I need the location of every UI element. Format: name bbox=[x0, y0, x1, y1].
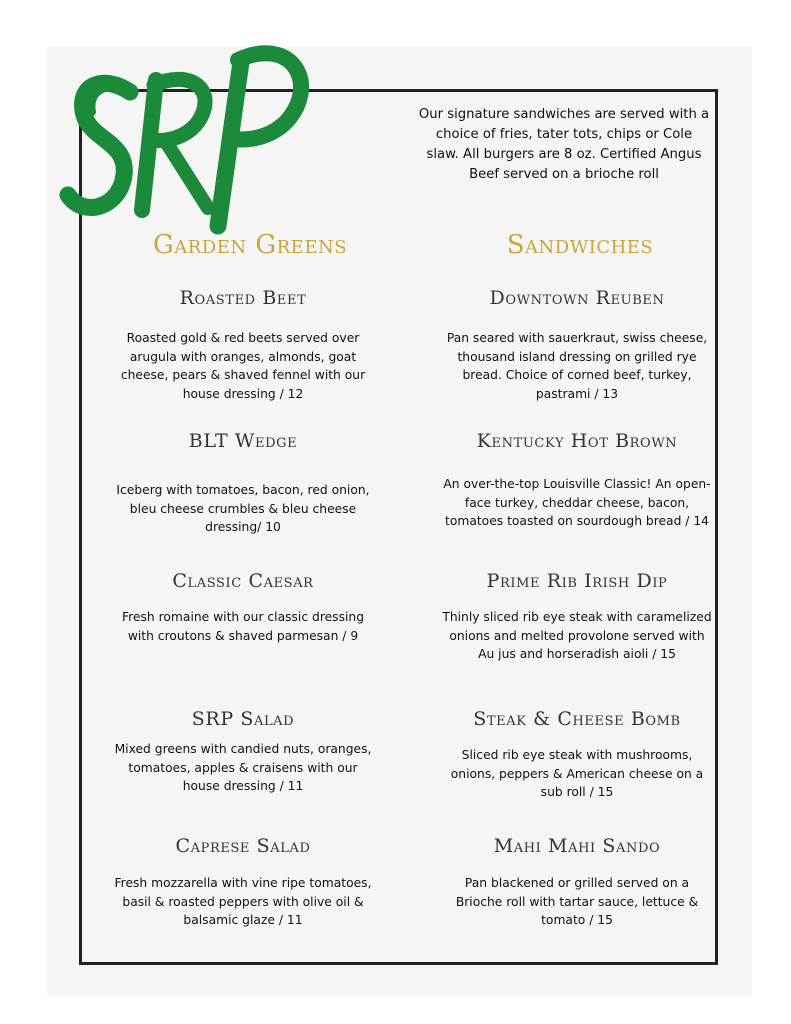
item-desc-caprese-salad: Fresh mozzarella with vine ripe tomatoes, basil & roasted peppers with olive oil & balsamic glaze / 11 bbox=[114, 876, 372, 927]
item-name-kentucky-hot-brown: Kentucky Hot Brown bbox=[476, 430, 678, 452]
item-desc-kentucky-hot-brown: An over-the-top Louisville Classic! An open-face turkey, cheddar cheese, bacon, tomatoes toasted on sourdough bread / 14 bbox=[443, 477, 711, 528]
item-desc-steak-cheese-bomb: Sliced rib eye steak with mushrooms, onions, peppers & American cheese on a sub roll / 15 bbox=[450, 748, 704, 799]
item-name-prime-rib-irish-dip: Prime Rib Irish Dip bbox=[486, 570, 668, 592]
section-title-sandwiches: Sandwiches bbox=[506, 230, 654, 260]
item-desc-downtown-reuben: Pan seared with sauerkraut, swiss cheese, thousand island dressing on grilled rye bread. Choice of corned beef, turkey, pastrami / 13 bbox=[446, 331, 708, 401]
item-name-steak-cheese-bomb: Steak & Cheese Bomb bbox=[473, 708, 681, 730]
item-name-roasted-beet: Roasted Beet bbox=[179, 287, 307, 309]
srp-logo bbox=[58, 30, 318, 240]
item-name-classic-caesar: Classic Caesar bbox=[172, 570, 314, 592]
item-name-mahi-mahi-sando: Mahi Mahi Sando bbox=[493, 835, 661, 857]
item-name-downtown-reuben: Downtown Reuben bbox=[489, 287, 665, 309]
item-name-caprese-salad: Caprese Salad bbox=[175, 835, 311, 857]
item-name-srp-salad: SRP Salad bbox=[191, 708, 295, 730]
item-name-blt-wedge: BLT Wedge bbox=[188, 430, 298, 452]
item-desc-prime-rib-irish-dip: Thinly sliced rib eye steak with caramelized onions and melted provolone served with Au jus and horseradish aioli / 15 bbox=[442, 610, 712, 661]
intro-text: Our signature sandwiches are served with a choice of fries, tater tots, chips or Cole slaw. All burgers are 8 oz. Certified Angus Beef served on a brioche roll bbox=[418, 107, 710, 182]
item-desc-classic-caesar: Fresh romaine with our classic dressing with croutons & shaved parmesan / 9 bbox=[121, 610, 365, 643]
section-title-garden-greens: Garden Greens bbox=[152, 230, 348, 260]
item-desc-srp-salad: Mixed greens with candied nuts, oranges, tomatoes, apples & craisens with our house dressing / 11 bbox=[114, 742, 372, 793]
item-desc-roasted-beet: Roasted gold & red beets served over arugula with oranges, almonds, goat cheese, pears & shaved fennel with our house dressing / 12 bbox=[120, 331, 366, 401]
item-desc-blt-wedge: Iceberg with tomatoes, bacon, red onion, bleu cheese crumbles & bleu cheese dressing/ 10 bbox=[116, 483, 370, 534]
item-desc-mahi-mahi-sando: Pan blackened or grilled served on a Brioche roll with tartar sauce, lettuce & tomato / 15 bbox=[455, 876, 699, 927]
